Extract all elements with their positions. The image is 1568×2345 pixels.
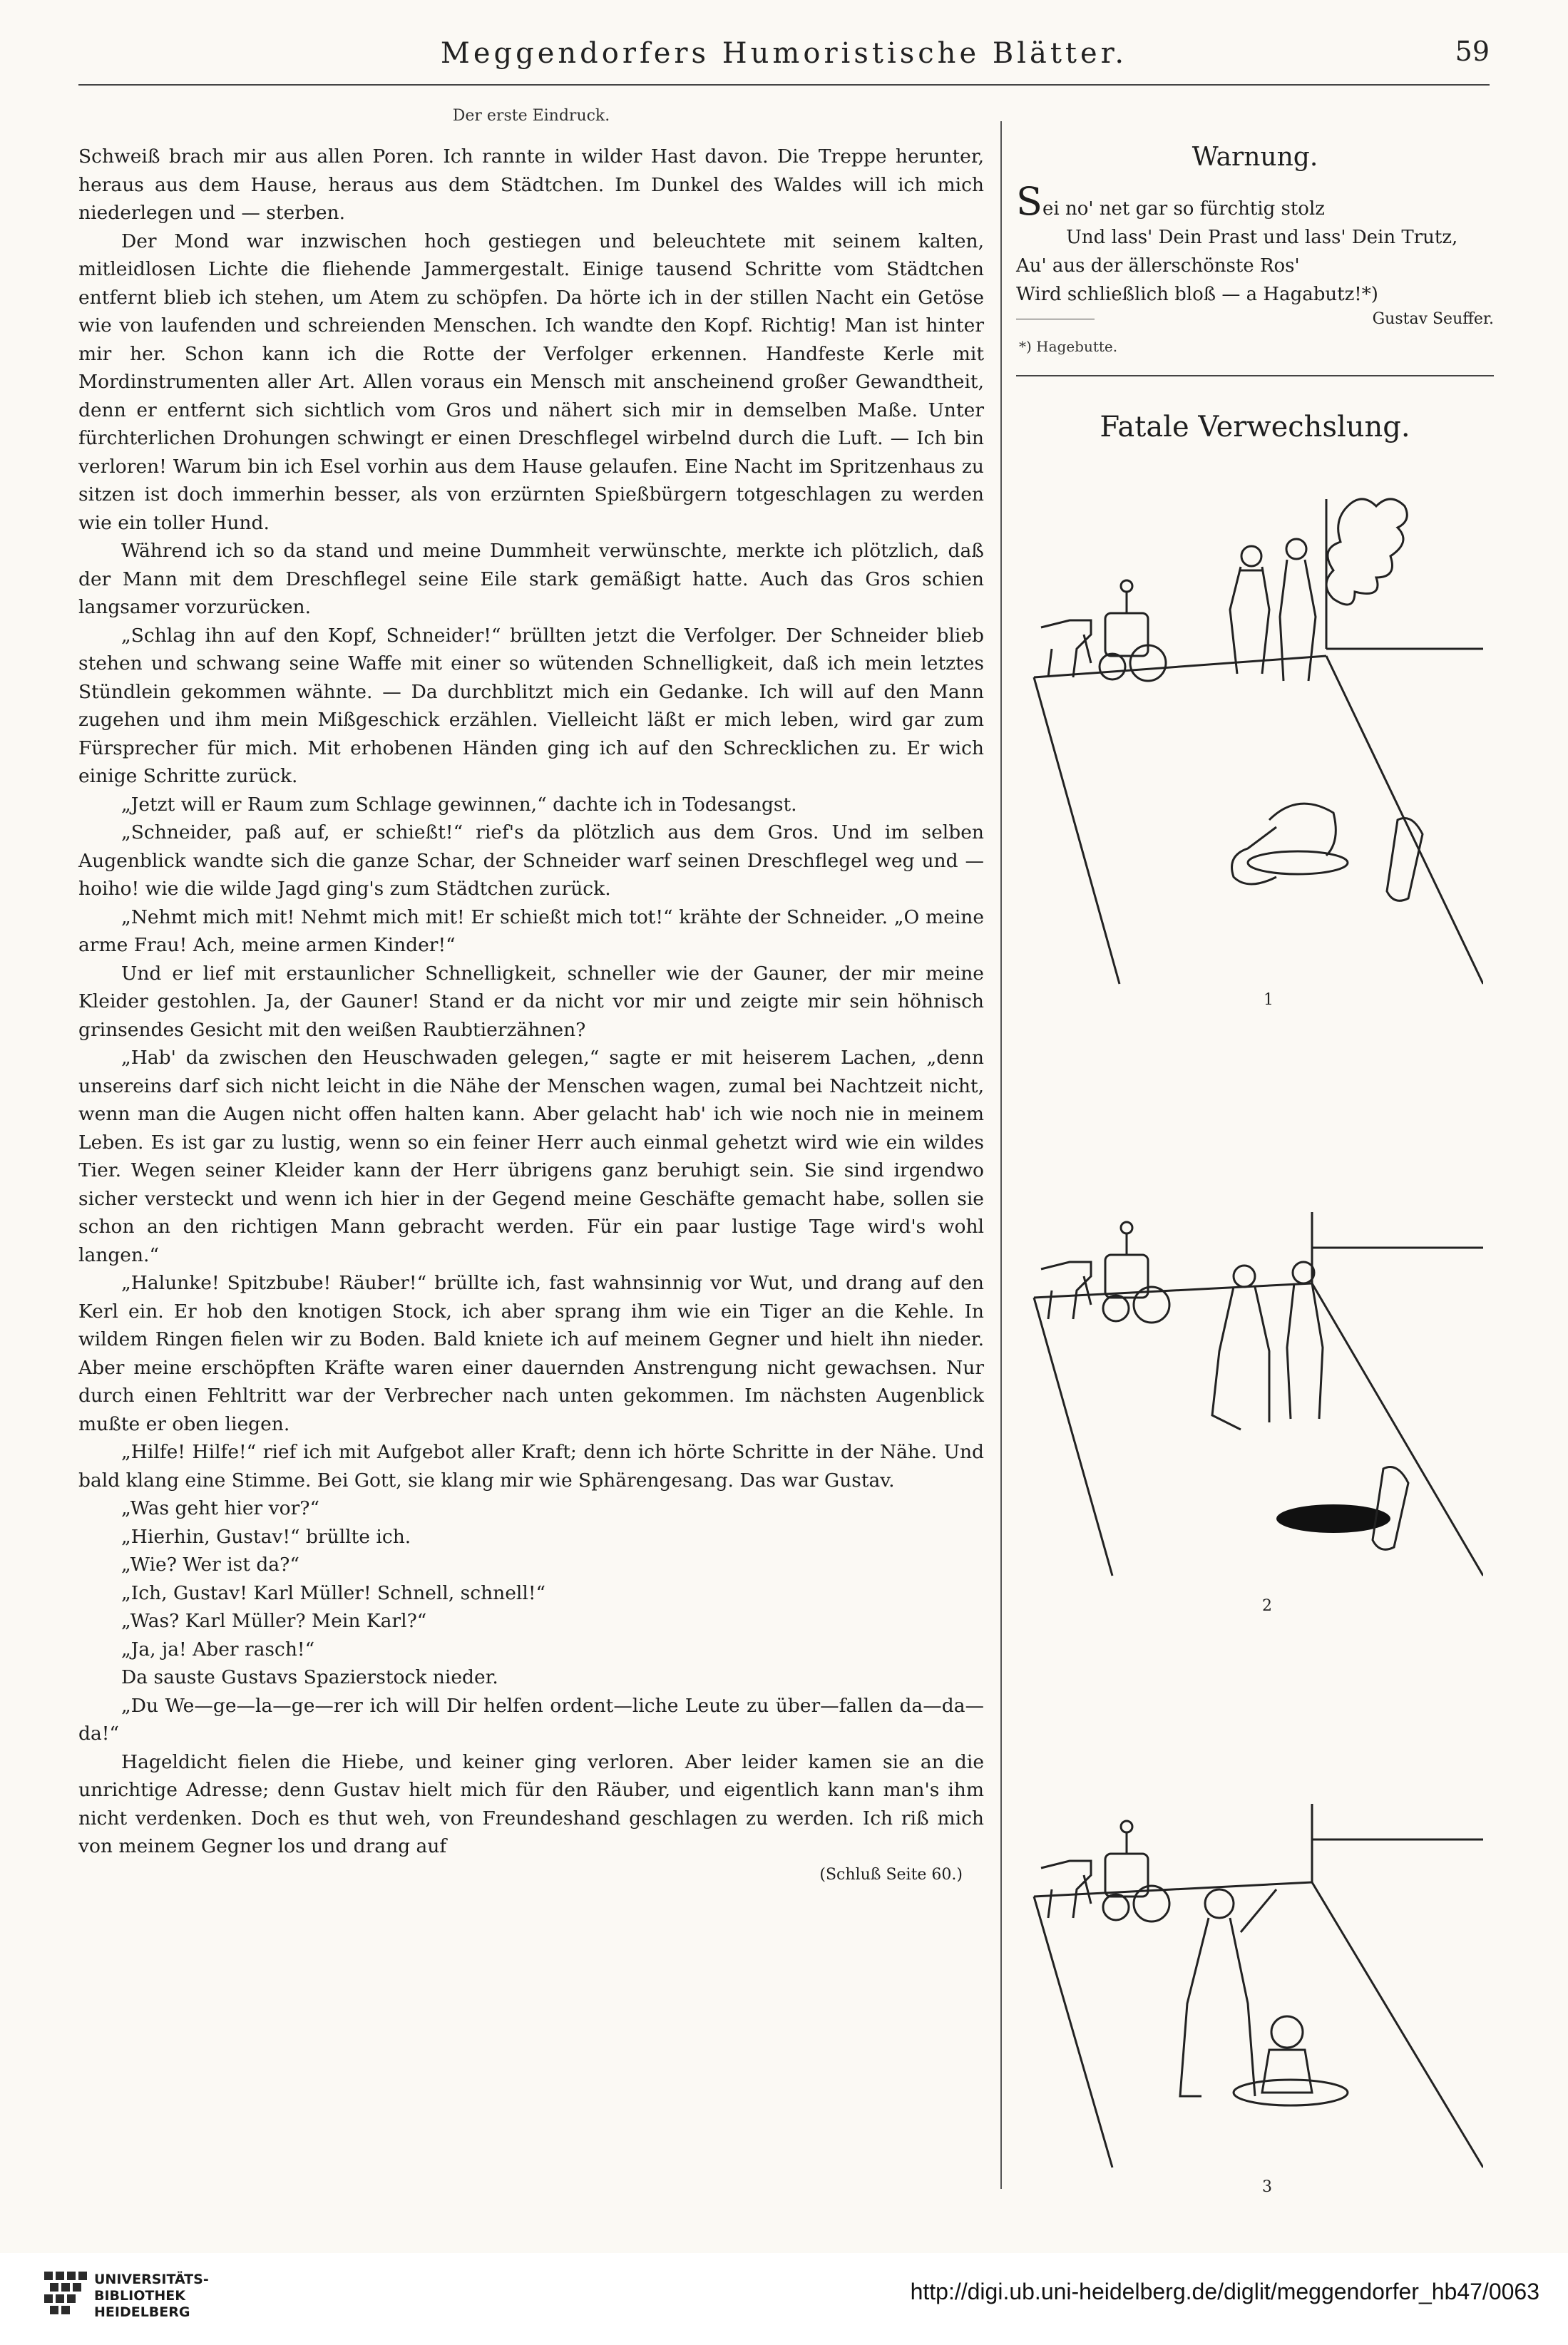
source-url-link[interactable]: http://digi.ub.uni-heidelberg.de/diglit/meggendorfer_hb47/0063 — [910, 2279, 1539, 2304]
story-paragraph: Und er lief mit erstaunlicher Schnelligkeit, schneller wie der Gauner, der mir meine Kleider gestohlen. Ja, der Gauner! Stand er da nicht vor mir und zeigte mir sein höhnisch grinsendes Gesicht mit den weißen Raubtierzähnen? — [78, 962, 984, 1041]
poem-line: Au' aus der ällerschönste Ros' — [1016, 255, 1300, 277]
story-paragraph: Der Mond war inzwischen hoch gestiegen und beleuchtete mit seinem kalten, mitleidlosen Lichte die fliehende Jammergestalt. Einige tausend Schritte vom Städtchen entfernt blieb ich stehen, um Atem zu schöpfen. Da hörte ich in der stillen Nacht ein Getöse wie von laufenden und schreienden Menschen. Ich wandte den Kopf. Richtig! Man ist hinter mir her. Schon kann ich die Rotte der Verfolger erkennen. Handfeste Kerle mit Mordinstrumenten aller Art. Allen voraus ein Mensch mit anscheinend großer Gewandtheit, denn er entfernt sich sichtlich vom Gros und nähert sich mir in demselben Maße. Unter fürchterlichen Drohungen schwingt er einen Dreschflegel wirbelnd durch die Luft. — Ich bin verloren! Warum bin ich Esel vorhin aus dem Hause gelaufen. Eine Nacht im Spritzenhaus zu sitzen ist doch immerhin besser, als von erzürnten Spießbürgern totgeschlagen zu werden wie ein toller Hund. — [78, 230, 984, 534]
poem-line — [1016, 179, 1494, 224]
story-paragraph: „Wie? Wer ist da?“ — [121, 1554, 299, 1576]
page-number: 59 — [1455, 36, 1490, 67]
panel-number: 3 — [1262, 2178, 1272, 2196]
poem-line: Und lass' Dein Prast und lass' Dein Trutz, — [1066, 227, 1458, 248]
poem-title: Warnung. — [1192, 143, 1318, 172]
story-paragraph: „Nehmt mich mit! Nehmt mich mit! Er schießt mich tot!“ krähte der Schneider. „O meine arme Frau! Ach, meine armen Kinder!“ — [78, 905, 984, 956]
story-paragraph: „Jetzt will er Raum zum Schlage gewinnen,“ dachte ich in Todesangst. — [121, 793, 797, 816]
institution-line: BIBLIOTHEK — [94, 2288, 185, 2304]
university-logo-icon — [44, 2272, 87, 2314]
story-paragraph: „Schneider, paß auf, er schießt!“ rief's da plötzlich aus dem Gros. Und im selben Augenblick wandte sich die ganze Schar, der Schneider warf seinen Dreschflegel weg und — hoiho! wie die wilde Jagd ging's zum Städtchen zurück. — [78, 821, 984, 900]
story-paragraph: Da sauste Gustavs Spazierstock nieder. — [121, 1666, 498, 1688]
continued-note: (Schluß Seite 60.) — [819, 1865, 963, 1884]
story-paragraph: „Ja, ja! Aber rasch!“ — [121, 1638, 315, 1661]
column-divider — [1000, 121, 1002, 2189]
panel-number: 2 — [1262, 1597, 1272, 1615]
cartoon-panel-3 — [1027, 1797, 1483, 2182]
story-paragraph: Schweiß brach mir aus allen Poren. Ich rannte in wilder Hast davon. Die Treppe herunter, heraus aus dem Hause, heraus aus dem Städtchen. Im Dunkel des Waldes will ich mich niederlegen und — sterben. — [78, 145, 984, 224]
cartoon-panel-2 — [1027, 1205, 1483, 1604]
header-rule — [78, 84, 1490, 86]
poem-line-text: ei no' net gar so fürchtig stolz — [1042, 198, 1325, 220]
institution-name — [94, 2272, 209, 2321]
panel-number: 1 — [1264, 991, 1274, 1009]
section-rule — [1016, 375, 1494, 376]
story-paragraph: „Hab' da zwischen den Heuschwaden gelegen,“ sagte er mit heiserem Lachen, „denn unsereins darf sich nicht leicht in die Nähe der Menschen wagen, zumal bei Nachtzeit nicht, wenn man die Augen nicht offen halten kann. Aber gelacht hab' ich wie noch nie in meinem Leben. Es ist gar zu lustig, wenn so ein feiner Herr auch einmal gehetzt wird wie ein wildes Tier. Wegen seiner Kleider kann der Herr übrigens ganz beruhigt sein. Sie sind irgendwo sicher versteckt und wenn ich hier in der Gegend meine Geschäfte gemacht habe, sollen sie schon an den richtigen Mann gebracht werden. Für ein paar lustige Tage wird's wohl langen.“ — [78, 1047, 984, 1266]
poem-footnote: *) Hagebutte. — [1019, 338, 1118, 355]
right-column — [1016, 143, 1494, 451]
institution-line: HEIDELBERG — [94, 2304, 190, 2320]
story-paragraph: „Halunke! Spitzbube! Räuber!“ brüllte ich, fast wahnsinnig vor Wut, und drang auf den Kerl ein. Er hob den knotigen Stock, ich aber sprang ihm wie ein Tiger an die Kehle. In wildem Ringen fielen wir zu Boden. Bald kniete ich auf meinem Gegner und hielt ihn nieder. Aber meine erschöpften Kräfte waren einer dauernden Anstrengung nicht gewachsen. Nur durch einen Fehltritt war der Verbrecher nach unten gekommen. Im nächsten Augenblick mußte er oben liegen. — [78, 1272, 984, 1435]
institution-line: UNIVERSITÄTS- — [94, 2272, 209, 2287]
story-subtitle: Der erste Eindruck. — [452, 107, 610, 125]
story-paragraph: „Hilfe! Hilfe!“ rief ich mit Aufgebot aller Kraft; denn ich hörte Schritte in der Nähe. Und bald klang eine Stimme. Bei Gott, sie klang mir wie Sphärengesang. Das war Gustav. — [78, 1441, 984, 1492]
story-paragraph: „Ich, Gustav! Karl Müller! Schnell, schnell!“ — [121, 1581, 546, 1604]
story-paragraph: Hageldicht fielen die Hiebe, und keiner ging verloren. Aber leider kamen sie an die unrichtige Adresse; denn Gustav hielt mich für den Räuber, und eigentlich kann man's ihm nicht verdenken. Doch es thut weh, von Freundeshand geschlagen zu werden. Ich riß mich von meinem Gegner los und drang auf — [78, 1750, 984, 1857]
poem-author: Gustav Seuffer. — [1372, 310, 1494, 328]
poem-initial: S — [1016, 179, 1042, 224]
story-paragraph: Während ich so da stand und meine Dummheit verwünschte, merkte ich plötzlich, daß der Mann mit dem Dreschflegel seine Eile stark gemäßigt hatte. Auch das Gros schien langsamer vorzurücken. — [78, 540, 984, 618]
story-paragraph: „Schlag ihn auf den Kopf, Schneider!“ brüllten jetzt die Verfolger. Der Schneider blieb stehen und schwang seine Waffe mit einer so wütenden Schnelligkeit, daß ich mein letztes Stündlein gekommen wähnte. — Da durchblitzt mich ein Gedanke. Ich will auf den Mann zugehen und ihm mein Mißgeschick erzählen. Vielleicht läßt er mich leben, wird gar zum Fürsprecher für mich. Mit erhobenen Händen ging ich auf den Schrecklichen zu. Er wich einige Schritte zurück. — [78, 624, 984, 787]
magazine-title: Meggendorfers Humoristische Blätter. — [440, 37, 1128, 70]
story-column — [78, 143, 984, 1889]
poem-line: Wird schließlich bloß — a Hagabutz!*) — [1016, 284, 1378, 305]
story-paragraph: „Hierhin, Gustav!“ brüllte ich. — [121, 1525, 411, 1548]
poem-author-row — [1016, 310, 1494, 328]
cartoon-title: Fatale Verwechslung. — [1100, 411, 1410, 443]
story-paragraph: „Du We—ge—la—ge—rer ich will Dir helfen ordent—liche Leute zu über—fallen da—da—da!“ — [78, 1694, 984, 1745]
story-paragraph: „Was geht hier vor?“ — [121, 1497, 319, 1519]
cartoon-panel-1 — [1027, 492, 1483, 991]
story-paragraph: „Was? Karl Müller? Mein Karl?“ — [121, 1610, 427, 1632]
